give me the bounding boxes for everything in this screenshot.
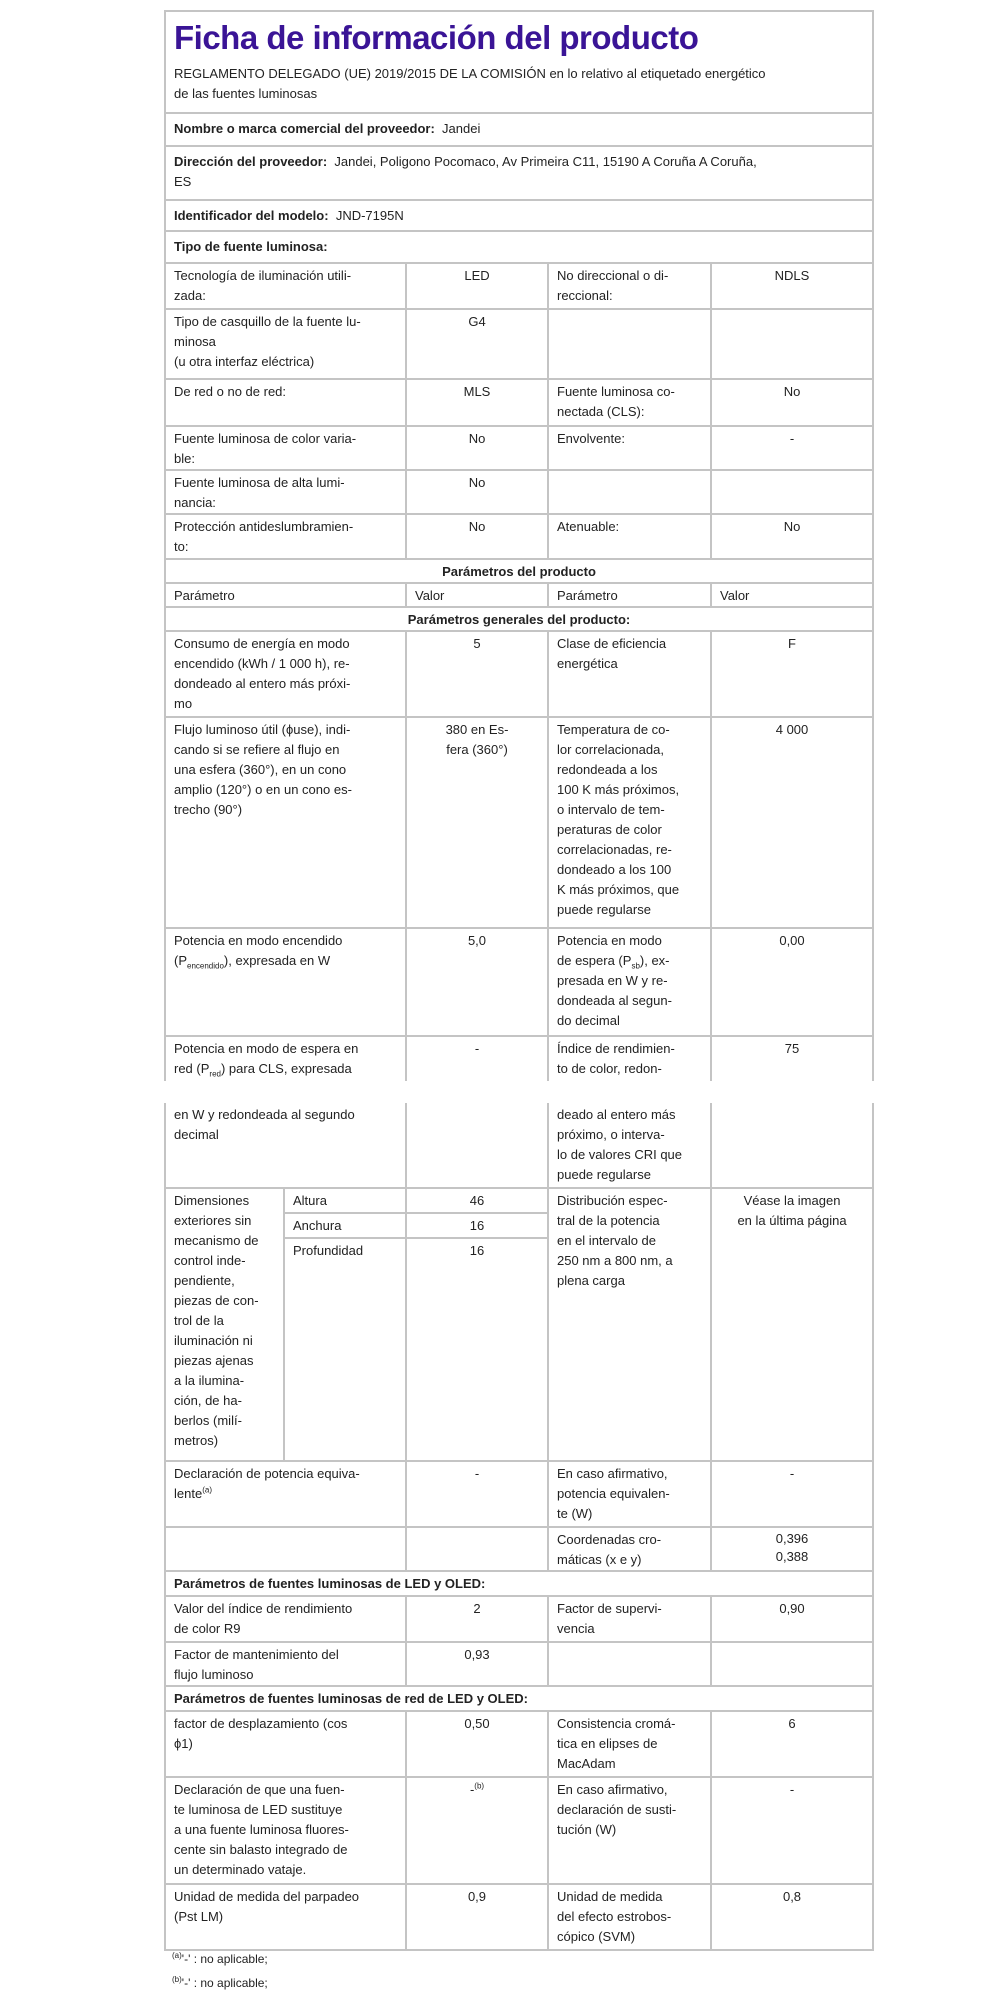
section-header-row: [165, 1686, 873, 1711]
param-value: 0,93: [406, 1642, 548, 1686]
supplier-label: Nombre o marca comercial del proveedor:: [174, 121, 435, 136]
param-label: Fuente luminosa co- nectada (CLS):: [548, 379, 711, 426]
param-value: 0,50: [406, 1711, 548, 1777]
address-label: Dirección del proveedor:: [174, 154, 328, 169]
table-row: [165, 263, 873, 309]
width-label: Anchura: [284, 1213, 406, 1238]
param-label: En caso afirmativo, declaración de susti- tución (W): [548, 1777, 711, 1884]
label-text: ), ex- presada en W y re- dondeada al segun- do decimal: [557, 953, 672, 1028]
table-row: [165, 717, 873, 928]
param-value: No: [711, 379, 873, 426]
table-row: [165, 514, 873, 559]
param-value: F: [711, 631, 873, 717]
param-label: [548, 470, 711, 514]
page-title: Ficha de información del producto: [174, 19, 699, 56]
param-value: -: [711, 1461, 873, 1527]
table-row: [165, 1461, 873, 1527]
param-label: En caso afirmativo, potencia equivalen- te (W): [548, 1461, 711, 1527]
table-row: [165, 1711, 873, 1777]
column-header-value: Valor: [711, 583, 873, 607]
table-row: [165, 1103, 873, 1188]
page-break: [165, 1081, 873, 1103]
param-label: De red o no de red:: [165, 379, 406, 426]
table-row: [165, 309, 873, 379]
subscript: red: [209, 1069, 221, 1079]
param-label: Fuente luminosa de alta lumi- nancia:: [165, 470, 406, 514]
param-value: 0,396 0,388: [711, 1527, 873, 1571]
param-label: [165, 928, 406, 1036]
dimensions-row: [165, 1188, 873, 1213]
param-label: en W y redondeada al segundo decimal: [165, 1103, 406, 1188]
table-row: [165, 379, 873, 426]
param-value: 2: [406, 1596, 548, 1642]
param-value: 0,00: [711, 928, 873, 1036]
footnote-text: '-' : no aplicable;: [181, 1976, 268, 1990]
param-label: Clase de eficiencia energética: [548, 631, 711, 717]
label-text: Potencia en modo encendido (P: [174, 933, 343, 968]
param-value: [711, 309, 873, 379]
subscript: sb: [631, 961, 640, 971]
param-label: Unidad de medida del efecto estrobos- cópico (SVM): [548, 1884, 711, 1950]
height-label: Altura: [284, 1188, 406, 1213]
depth-value: 16: [406, 1238, 548, 1461]
header-row: [165, 11, 873, 113]
supplier-value: Jandei: [442, 121, 481, 136]
type-row: [165, 231, 873, 263]
param-label: Fuente luminosa de color varia- ble:: [165, 426, 406, 470]
param-value: [406, 1777, 548, 1884]
column-header-value: Valor: [406, 583, 548, 607]
param-value: No: [406, 470, 548, 514]
param-value: 380 en Es- fera (360°): [406, 717, 548, 928]
param-value: 5,0: [406, 928, 548, 1036]
supplier-row: [165, 113, 873, 146]
label-text: Declaración de potencia equiva- lente: [174, 1466, 360, 1501]
label-text: Potencia en modo de espera en red (P: [174, 1041, 359, 1076]
param-value: 75: [711, 1036, 873, 1081]
param-label: Protección antideslumbramien- to:: [165, 514, 406, 559]
param-value: MLS: [406, 379, 548, 426]
dimensions-label: Dimensiones exteriores sin mecanismo de control inde- pendiente, piezas de con- trol de la iluminación ni piezas ajenas a la ilumina- ción, de ha- berlos (milí- metros): [165, 1188, 284, 1461]
param-label: Atenuable:: [548, 514, 711, 559]
footnote-b: [172, 1976, 268, 1990]
param-label: Factor de supervi- vencia: [548, 1596, 711, 1642]
table-row: [165, 1642, 873, 1686]
param-label: Consumo de energía en modo encendido (kWh / 1 000 h), re- dondeado al entero más próxi- mo: [165, 631, 406, 717]
param-value: 5: [406, 631, 548, 717]
param-value: 0,9: [406, 1884, 548, 1950]
param-value: -: [711, 426, 873, 470]
column-header-param: Parámetro: [548, 583, 711, 607]
footnote-a: [172, 1952, 268, 1966]
param-label: Índice de rendimien- to de color, redon-: [548, 1036, 711, 1081]
param-value: No: [406, 426, 548, 470]
param-label: Tecnología de iluminación utili- zada:: [165, 263, 406, 309]
table-row: [165, 928, 873, 1036]
param-label: deado al entero más próximo, o interva- lo de valores CRI que puede regularse: [548, 1103, 711, 1188]
footnote-mark: (b): [172, 1975, 182, 1984]
footnote-ref: (b): [474, 1781, 485, 1791]
value-text: -: [469, 1782, 475, 1797]
column-header-param: Parámetro: [165, 583, 406, 607]
param-label: Factor de mantenimiento del flujo luminoso: [165, 1642, 406, 1686]
param-value: -: [406, 1036, 548, 1081]
width-value: 16: [406, 1213, 548, 1238]
param-label: Unidad de medida del parpadeo (Pst LM): [165, 1884, 406, 1950]
param-label: factor de desplazamiento (cos ϕ1): [165, 1711, 406, 1777]
section-header-row: [165, 607, 873, 631]
param-label: [548, 928, 711, 1036]
model-label: Identificador del modelo:: [174, 208, 329, 223]
label-text: Potencia en modo de espera (P: [557, 933, 662, 968]
param-label: Coordenadas cro- máticas (x e y): [548, 1527, 711, 1571]
param-value: NDLS: [711, 263, 873, 309]
param-value: 0,90: [711, 1596, 873, 1642]
param-label: Distribución espec- tral de la potencia en el intervalo de 250 nm a 800 nm, a plena carga: [548, 1188, 711, 1461]
param-label: [165, 1036, 406, 1081]
param-value: -: [406, 1461, 548, 1527]
table-row: [165, 1036, 873, 1081]
param-value: No: [711, 514, 873, 559]
product-information-sheet: [164, 10, 874, 1951]
param-label: Valor del índice de rendimiento de color R9: [165, 1596, 406, 1642]
param-value: [711, 470, 873, 514]
table-row: [165, 1596, 873, 1642]
section-header-row: [165, 1571, 873, 1596]
label-text: ) para CLS, expresada: [220, 1061, 352, 1076]
param-label: [165, 1461, 406, 1527]
depth-label: Profundidad: [284, 1238, 406, 1461]
param-value: -: [711, 1777, 873, 1884]
section-title: Parámetros de fuentes luminosas de red de LED y OLED:: [165, 1686, 873, 1711]
address-value: Jandei, Poligono Pocomaco, Av Primeira C11, 15190 A Coruña A Coruña, ES: [174, 154, 757, 189]
param-label: Envolvente:: [548, 426, 711, 470]
table-row: [165, 1527, 873, 1571]
label-text: ), expresada en W: [223, 953, 331, 968]
table-row: [165, 1884, 873, 1950]
param-value: Véase la imagen en la última página: [711, 1188, 873, 1461]
table-row: [165, 470, 873, 514]
footnote-ref: (a): [202, 1485, 212, 1495]
height-value: 46: [406, 1188, 548, 1213]
model-row: [165, 200, 873, 231]
param-value: G4: [406, 309, 548, 379]
table-row: [165, 631, 873, 717]
param-label: Temperatura de co- lor correlacionada, redondeada a los 100 K más próximos, o intervalo de tem- peraturas de color correlacionadas, re- dondeado a los 100 K más próximos, que puede regularse: [548, 717, 711, 928]
param-label: Consistencia cromá- tica en elipses de MacAdam: [548, 1711, 711, 1777]
param-value: 0,8: [711, 1884, 873, 1950]
param-label: No direccional o di- reccional:: [548, 263, 711, 309]
regulation-text: REGLAMENTO DELEGADO (UE) 2019/2015 DE LA COMISIÓN en lo relativo al etiquetado energético de las fuentes luminosas: [174, 66, 766, 101]
footnote-mark: (a): [172, 1951, 182, 1960]
address-row: [165, 146, 873, 200]
table-row: [165, 1777, 873, 1884]
param-value: 6: [711, 1711, 873, 1777]
model-value: JND-7195N: [335, 208, 404, 223]
param-label: [548, 309, 711, 379]
section-title: Parámetros del producto: [165, 559, 873, 583]
type-label: Tipo de fuente luminosa:: [165, 231, 873, 263]
param-label: Tipo de casquillo de la fuente lu- minosa (u otra interfaz eléctrica): [165, 309, 406, 379]
param-value: No: [406, 514, 548, 559]
param-label: Declaración de que una fuen- te luminosa de LED sustituye a una fuente luminosa fluores- cente sin balasto integrado de un determinado vataje.: [165, 1777, 406, 1884]
section-title: Parámetros de fuentes luminosas de LED y OLED:: [165, 1571, 873, 1596]
section-header-row: [165, 559, 873, 583]
param-label: Flujo luminoso útil (ϕuse), indi- cando si se refiere al flujo en una esfera (360°), en un cono amplio (120°) o en un cono es- trecho (90°): [165, 717, 406, 928]
footnote-text: '-' : no aplicable;: [181, 1952, 268, 1966]
param-value: 4 000: [711, 717, 873, 928]
column-header-row: [165, 583, 873, 607]
subscript: encendido: [187, 961, 224, 971]
section-title: Parámetros generales del producto:: [165, 607, 873, 631]
table-row: [165, 426, 873, 470]
param-value: LED: [406, 263, 548, 309]
